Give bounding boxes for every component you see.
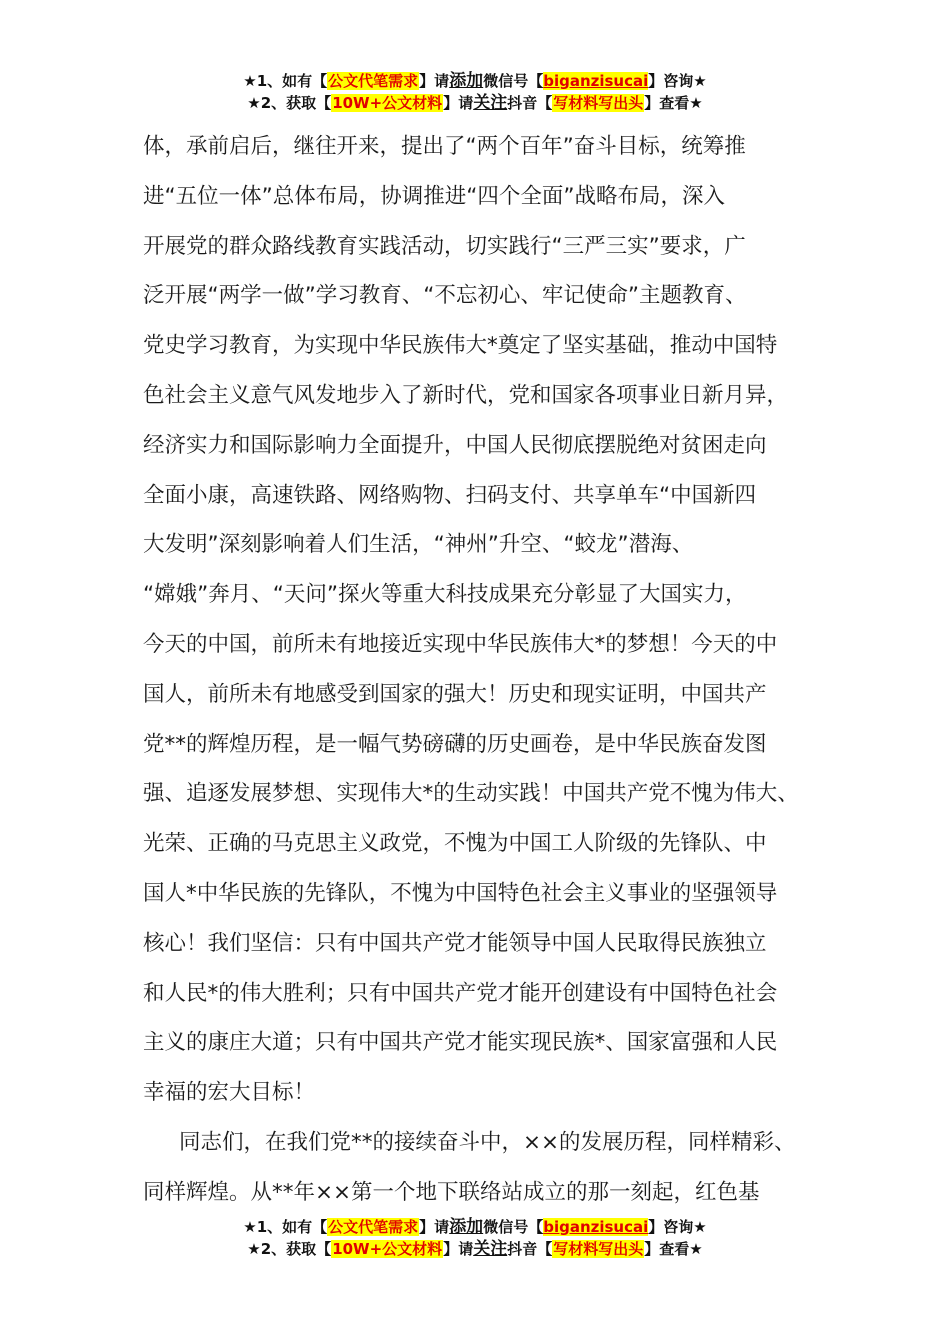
- text-line: 体，承前启后，继往开来，提出了“两个百年”奋斗目标，统筹推: [143, 134, 746, 159]
- promo-text: ★1、如有【: [243, 72, 328, 90]
- promo-highlight: 公文代笔需求: [328, 1218, 419, 1236]
- douyin-id: 写材料写出头: [553, 1240, 644, 1258]
- text-line: 主义的康庄大道；只有中国共产党才能实现民族*、国家富强和人民: [143, 1030, 778, 1056]
- text-line: 大发明”深刻影响着人们生活，“神州”升空、“蛟龙”潜海、: [143, 532, 694, 558]
- text-line: 国人*中华民族的先锋队，不愧为中国特色社会主义事业的坚强领导: [143, 880, 778, 906]
- text-line: 泛开展“两学一做”学习教育、“不忘初心、牢记使命”主题教育、: [143, 283, 747, 309]
- promo-text: ★2、获取【: [247, 1240, 332, 1258]
- promo-emphasis: 关注: [473, 93, 508, 113]
- promo-highlight: 10W+公文材料: [332, 1240, 443, 1258]
- promo-highlight: 10W+公文材料: [332, 94, 443, 112]
- promo-text: 】请: [419, 72, 450, 90]
- promo-line-1: [0, 70, 950, 92]
- wechat-id: biganzisucai: [543, 72, 649, 90]
- wechat-id: biganzisucai: [543, 1218, 649, 1236]
- paragraph-1: [143, 122, 823, 1118]
- promo-text: 】咨询★: [648, 72, 707, 90]
- promo-line-1: [0, 1216, 950, 1238]
- text-line: “嫦娥”奔月、“天问”探火等重大科技成果充分彰显了大国实力，: [143, 582, 747, 608]
- document-body: [143, 122, 823, 1218]
- promo-text: ★1、如有【: [243, 1218, 328, 1236]
- promo-text: 】查看★: [644, 94, 703, 112]
- text-line: 光荣、正确的马克思主义政党，不愧为中国工人阶级的先锋队、中: [143, 831, 767, 857]
- douyin-id: 写材料写出头: [553, 94, 644, 112]
- text-line: 幸福的宏大目标！: [143, 1080, 316, 1106]
- text-line: 色社会主义意气风发地步入了新时代，党和国家各项事业日新月异，: [143, 382, 789, 408]
- paragraph-2: [143, 1118, 823, 1218]
- promo-text: 】请: [419, 1218, 450, 1236]
- text-line: 国人，前所未有地感受到国家的强大！历史和现实证明，中国共产: [143, 681, 767, 707]
- text-line: 党**的辉煌历程，是一幅气势磅礴的历史画卷，是中华民族奋发图: [143, 731, 767, 757]
- text-line: 今天的中国，前所未有地接近实现中华民族伟大*的梦想！今天的中: [143, 631, 778, 657]
- text-line: 经济实力和国际影响力全面提升，中国人民彻底摆脱绝对贫困走向: [143, 432, 767, 458]
- text-line: 核心！我们坚信：只有中国共产党才能领导中国人民取得民族独立: [143, 930, 767, 956]
- promo-footer-bottom: [0, 1216, 950, 1260]
- promo-text: 微信号【: [483, 1218, 544, 1236]
- text-line: 进“五位一体”总体布局，协调推进“四个全面”战略布局，深入: [143, 183, 726, 209]
- promo-emphasis: 添加: [449, 1217, 484, 1237]
- text-line: 和人民*的伟大胜利；只有中国共产党才能开创建设有中国特色社会: [143, 980, 778, 1006]
- promo-text: ★2、获取【: [247, 94, 332, 112]
- promo-text: 微信号【: [483, 72, 544, 90]
- text-line: 开展党的群众路线教育实践活动，切实践行“三严三实”要求，广: [143, 233, 746, 259]
- promo-header-top: [0, 70, 950, 114]
- text-line: 同志们，在我们党**的接续奋斗中，××的发展历程，同样精彩、: [179, 1129, 796, 1155]
- promo-text: 】查看★: [644, 1240, 703, 1258]
- promo-emphasis: 添加: [449, 71, 484, 91]
- promo-text: 抖音【: [507, 1240, 553, 1258]
- text-line: 同样辉煌。从**年××第一个地下联络站成立的那一刻起，红色基: [143, 1179, 760, 1205]
- promo-text: 抖音【: [507, 94, 553, 112]
- promo-emphasis: 关注: [473, 1239, 508, 1259]
- text-line: 全面小康，高速铁路、网络购物、扫码支付、共享单车“中国新四: [143, 482, 757, 508]
- promo-text: 】咨询★: [648, 1218, 707, 1236]
- promo-line-2: [0, 92, 950, 114]
- promo-highlight: 公文代笔需求: [328, 72, 419, 90]
- promo-text: 】请: [443, 1240, 474, 1258]
- text-line: 强、追逐发展梦想、实现伟大*的生动实践！中国共产党不愧为伟大、: [143, 781, 799, 807]
- promo-text: 】请: [443, 94, 474, 112]
- text-line: 党史学习教育，为实现中华民族伟大*奠定了坚实基础，推动中国特: [143, 333, 778, 359]
- promo-line-2: [0, 1238, 950, 1260]
